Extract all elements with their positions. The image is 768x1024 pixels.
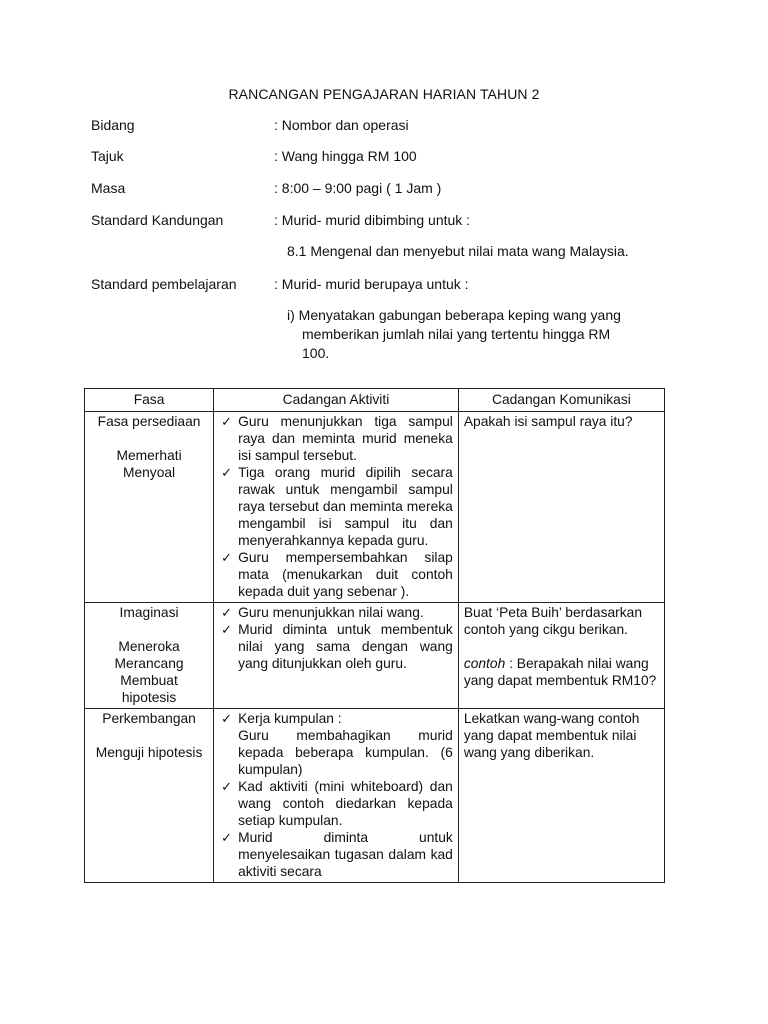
document-title: RANCANGAN PENGAJARAN HARIAN TAHUN 2	[228, 86, 540, 102]
info-sk-value: : Murid- murid dibimbing untuk :	[274, 212, 471, 228]
aktiviti-text: Guru menunjukkan tiga sampul raya dan meminta murid meneka isi sampul tersebut.	[238, 414, 453, 463]
fasa-subskill: Membuat	[120, 673, 178, 688]
aktiviti-cell	[214, 709, 459, 883]
aktiviti-text: Kad aktiviti (mini whiteboard) dan wang contoh diedarkan kepada setiap kumpulan.	[238, 779, 453, 828]
header-komunikasi: Cadangan Komunikasi	[458, 389, 664, 412]
komunikasi-text: Apakah isi sampul raya itu?	[463, 414, 633, 429]
aktiviti-item	[219, 710, 453, 778]
aktiviti-text: Tiga orang murid dipilih secara rawak untuk mengambil sampul raya tersebut dan meminta mereka mengambil isi sampul itu dan menyerahkannya kepada guru.	[238, 465, 453, 548]
komunikasi-example-label: contoh	[463, 656, 506, 671]
header-aktiviti: Cadangan Aktiviti	[214, 389, 459, 412]
komunikasi-text: Lekatkan wang-wang contoh yang dapat membentuk nilai wang yang diberikan.	[463, 711, 640, 760]
aktiviti-item	[219, 778, 453, 829]
fasa-name: Fasa persediaan	[97, 414, 201, 429]
checkmark-icon: ✓	[221, 414, 233, 429]
lesson-plan-table	[84, 388, 665, 883]
info-sp-detail-1: i) Menyatakan gabungan beberapa keping wang yang	[287, 307, 621, 323]
aktiviti-text: Guru menunjukkan nilai wang.	[238, 605, 424, 620]
checkmark-icon: ✓	[221, 622, 233, 637]
aktiviti-cell	[214, 412, 459, 603]
table-header-row	[85, 389, 665, 412]
aktiviti-cell	[214, 603, 459, 709]
checkmark-icon: ✓	[221, 465, 233, 480]
table-row	[85, 603, 665, 709]
info-masa-value: : 8:00 – 9:00 pagi ( 1 Jam )	[274, 180, 442, 196]
fasa-cell	[85, 709, 214, 883]
checkmark-icon: ✓	[221, 830, 233, 845]
komunikasi-cell	[458, 412, 664, 603]
aktiviti-note: Guru membahagikan murid kepada beberapa kumpulan. (6 kumpulan)	[238, 728, 453, 777]
fasa-subskill: Merancang	[114, 656, 184, 671]
aktiviti-item	[219, 621, 453, 672]
info-bidang-label: Bidang	[91, 117, 135, 133]
aktiviti-item	[219, 829, 453, 880]
aktiviti-text: Kerja kumpulan :	[238, 711, 342, 726]
header-fasa: Fasa	[85, 389, 214, 412]
table-row	[85, 412, 665, 603]
checkmark-icon: ✓	[221, 711, 233, 726]
komunikasi-example	[464, 655, 659, 689]
info-sp-detail-3: 100.	[302, 345, 330, 361]
fasa-cell	[85, 412, 214, 603]
fasa-cell	[85, 603, 214, 709]
fasa-subskill: Menguji hipotesis	[95, 745, 203, 760]
table-row	[85, 709, 665, 883]
komunikasi-example-text: : Berapakah nilai wang yang dapat membentuk RM10?	[463, 656, 657, 688]
komunikasi-cell	[458, 709, 664, 883]
fasa-subskill: hipotesis	[121, 690, 177, 705]
checkmark-icon: ✓	[221, 550, 233, 565]
info-bidang-value: : Nombor dan operasi	[274, 117, 409, 133]
fasa-subskill: Menyoal	[122, 465, 176, 480]
fasa-subskills	[90, 447, 208, 481]
info-sk-detail: 8.1 Mengenal dan menyebut nilai mata wang Malaysia.	[287, 243, 629, 259]
aktiviti-item	[219, 464, 453, 549]
info-sp-detail-2: memberikan jumlah nilai yang tertentu hingga RM	[302, 326, 611, 342]
aktiviti-text: Murid diminta untuk menyelesaikan tugasan dalam kad aktiviti secara	[238, 830, 453, 879]
checkmark-icon: ✓	[221, 605, 233, 620]
fasa-subskills	[90, 638, 208, 706]
fasa-subskill: Memerhati	[116, 448, 182, 463]
info-tajuk-label: Tajuk	[91, 148, 124, 164]
aktiviti-item	[219, 413, 453, 464]
checkmark-icon: ✓	[221, 779, 233, 794]
fasa-name: Imaginasi	[119, 605, 179, 620]
fasa-subskills	[90, 744, 208, 761]
aktiviti-text: Murid diminta untuk membentuk nilai yang sama dengan wang yang ditunjukkan oleh guru.	[238, 622, 453, 671]
info-sp-value: : Murid- murid berupaya untuk :	[274, 276, 469, 292]
info-masa-label: Masa	[91, 180, 126, 196]
aktiviti-item	[219, 549, 453, 600]
aktiviti-text: Guru mempersembahkan silap mata (menukarkan duit contoh kepada duit yang sebenar ).	[238, 550, 453, 599]
info-tajuk-value: : Wang hingga RM 100	[274, 148, 417, 164]
aktiviti-item	[219, 604, 453, 621]
komunikasi-text: Buat ‘Peta Buih’ berdasarkan contoh yang cikgu berikan.	[463, 605, 643, 637]
komunikasi-cell	[458, 603, 664, 709]
info-sp-label: Standard pembelajaran	[91, 276, 237, 292]
fasa-subskill: Meneroka	[118, 639, 180, 654]
fasa-name: Perkembangan	[102, 711, 196, 726]
info-sk-label: Standard Kandungan	[91, 212, 224, 228]
